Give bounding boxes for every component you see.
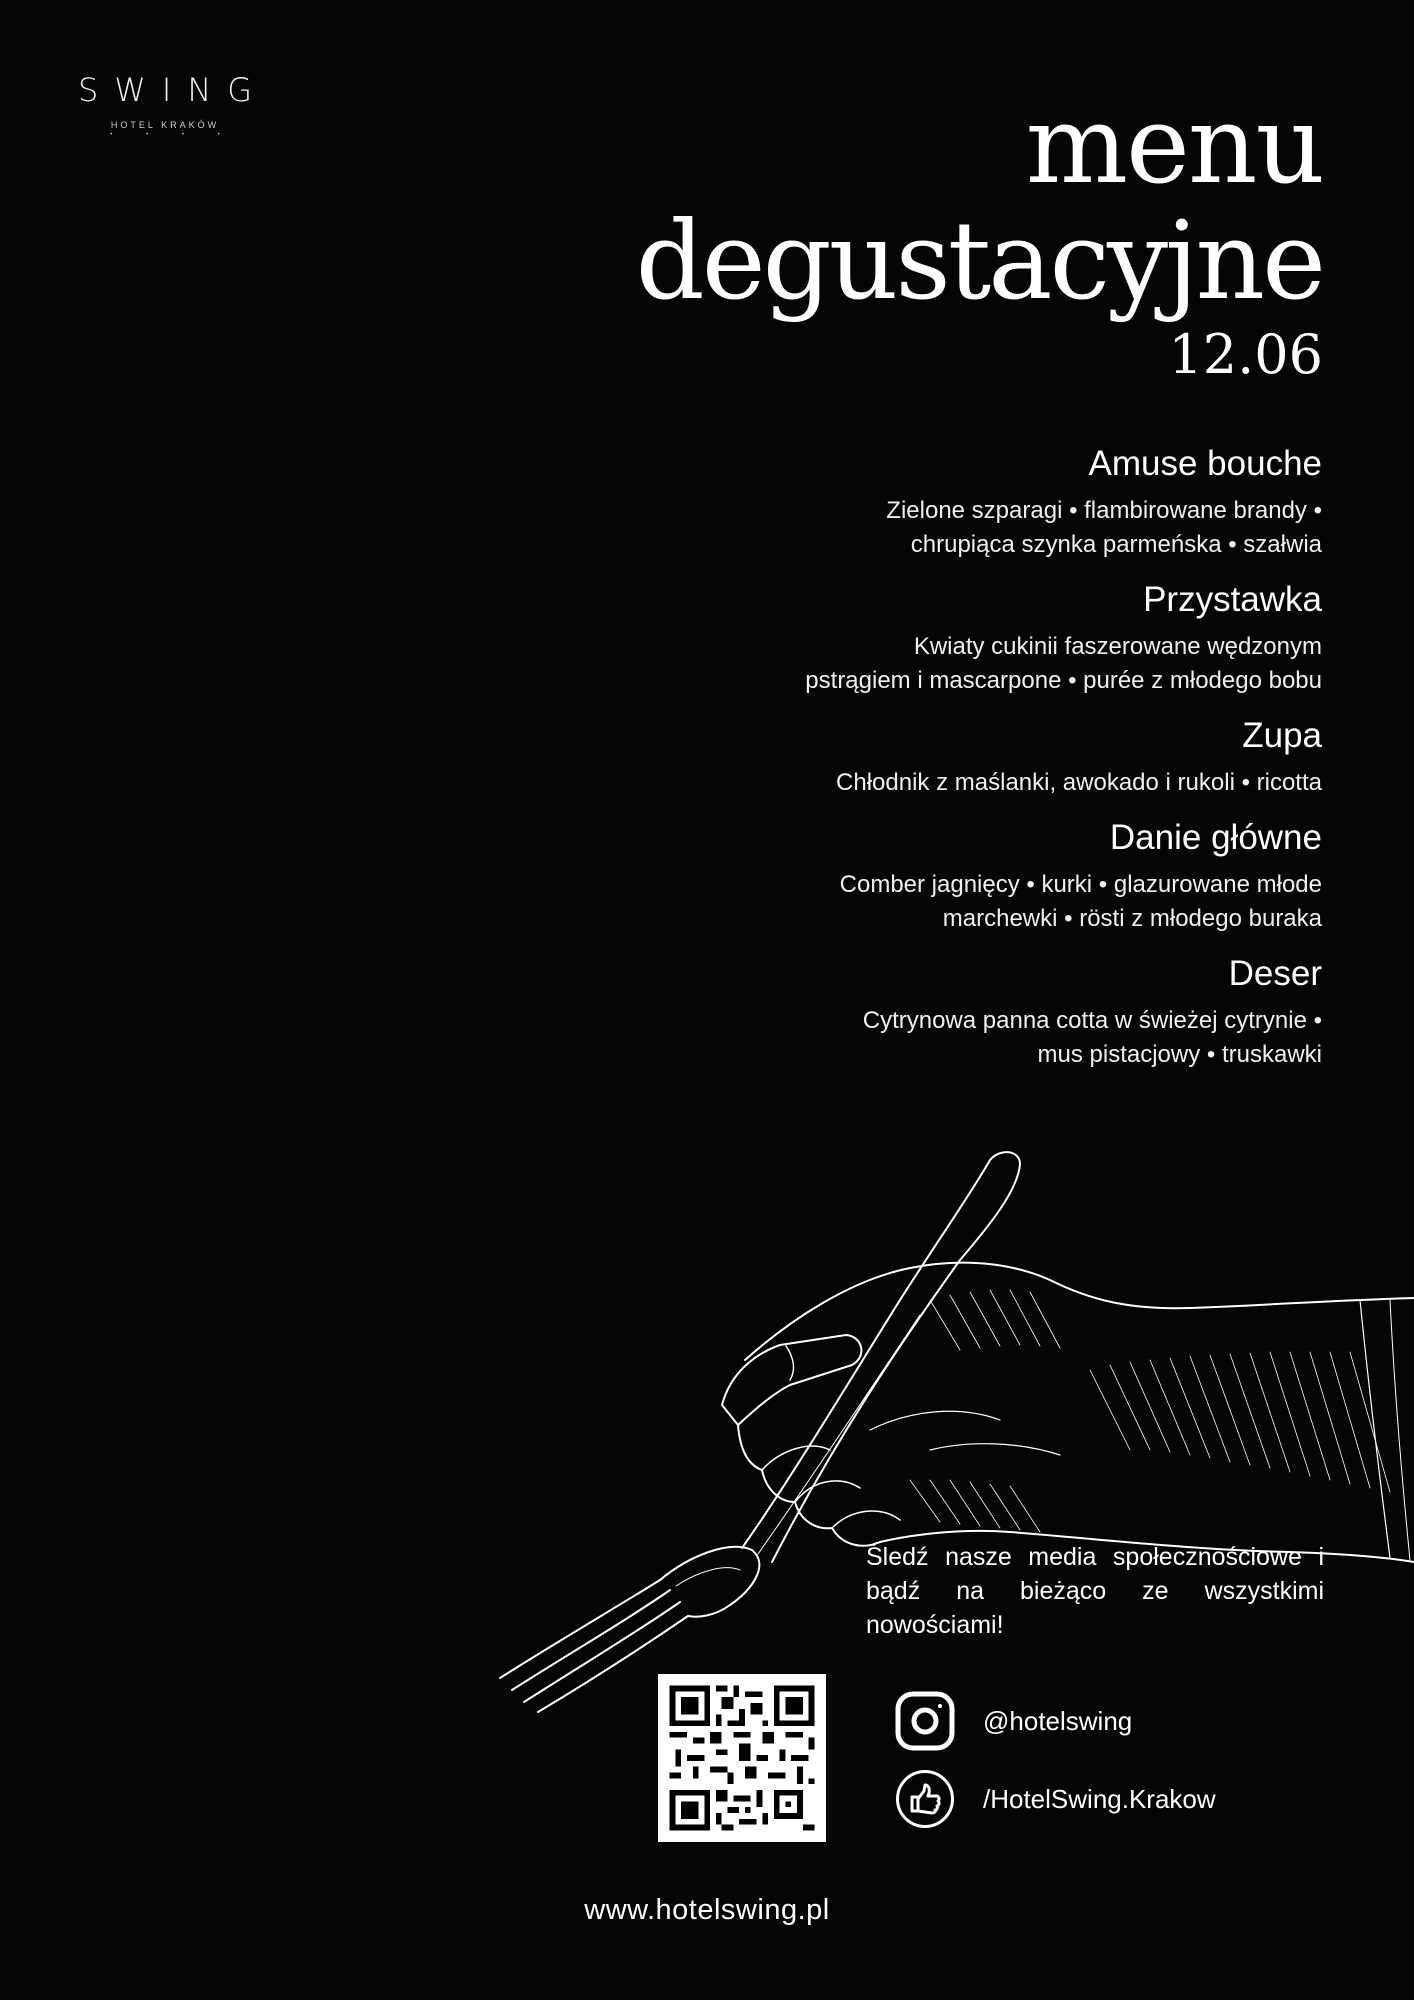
menu-title xyxy=(635,83,1323,388)
course-list xyxy=(562,440,1322,1086)
logo-dots: • • • • xyxy=(110,132,236,138)
thumbs-up-icon xyxy=(895,1769,955,1829)
instagram-icon xyxy=(895,1691,955,1751)
course-name: Deser xyxy=(1228,954,1322,993)
course-przystawka xyxy=(562,576,1322,698)
course-description: Chłodnik z maślanki, awokado i rukoli • ricotta xyxy=(836,769,1322,796)
course-name: Amuse bouche xyxy=(1088,444,1322,483)
course-zupa xyxy=(562,712,1322,800)
course-description: Kwiaty cukinii faszerowane wędzonym pstrągiem i mascarpone • purée z młodego bobu xyxy=(805,633,1322,694)
course-name: Danie główne xyxy=(1109,818,1322,857)
website-link[interactable]: www.hotelswing.pl xyxy=(584,1894,830,1926)
title-line-1: menu xyxy=(1025,83,1323,208)
logo-wordmark: SWING xyxy=(77,71,269,109)
course-amuse-bouche xyxy=(562,440,1322,562)
course-description: Zielone szparagi • flambirowane brandy • chrupiąca szynka parmeńska • szałwia xyxy=(886,497,1322,558)
course-name: Zupa xyxy=(1242,716,1322,755)
course-deser xyxy=(562,950,1322,1072)
hotel-logo xyxy=(60,72,270,138)
course-description: Cytrynowa panna cotta w świeżej cytrynie • mus pistacjowy • truskawki xyxy=(862,1007,1322,1068)
hand-holding-fork-illustration xyxy=(490,1150,1414,1730)
course-danie-glowne xyxy=(562,814,1322,936)
instagram-link[interactable] xyxy=(895,1690,1132,1752)
title-line-2: degustacyjne xyxy=(635,199,1323,324)
facebook-link[interactable] xyxy=(895,1768,1216,1830)
logo-subtitle: HOTEL KRAKÓW xyxy=(110,120,220,130)
course-description: Comber jagnięcy • kurki • glazurowane młode marchewki • rösti z młodego buraka xyxy=(839,871,1322,932)
instagram-handle[interactable]: @hotelswing xyxy=(983,1705,1133,1736)
qr-code[interactable] xyxy=(658,1674,826,1842)
menu-date: 12.06 xyxy=(1168,323,1323,386)
social-intro-text: Śledź nasze media społecznościowe i bądź na bieżąco ze wszystkimi nowościami! xyxy=(866,1543,1324,1639)
facebook-handle[interactable]: /HotelSwing.Krakow xyxy=(983,1783,1216,1814)
course-name: Przystawka xyxy=(1143,580,1322,619)
